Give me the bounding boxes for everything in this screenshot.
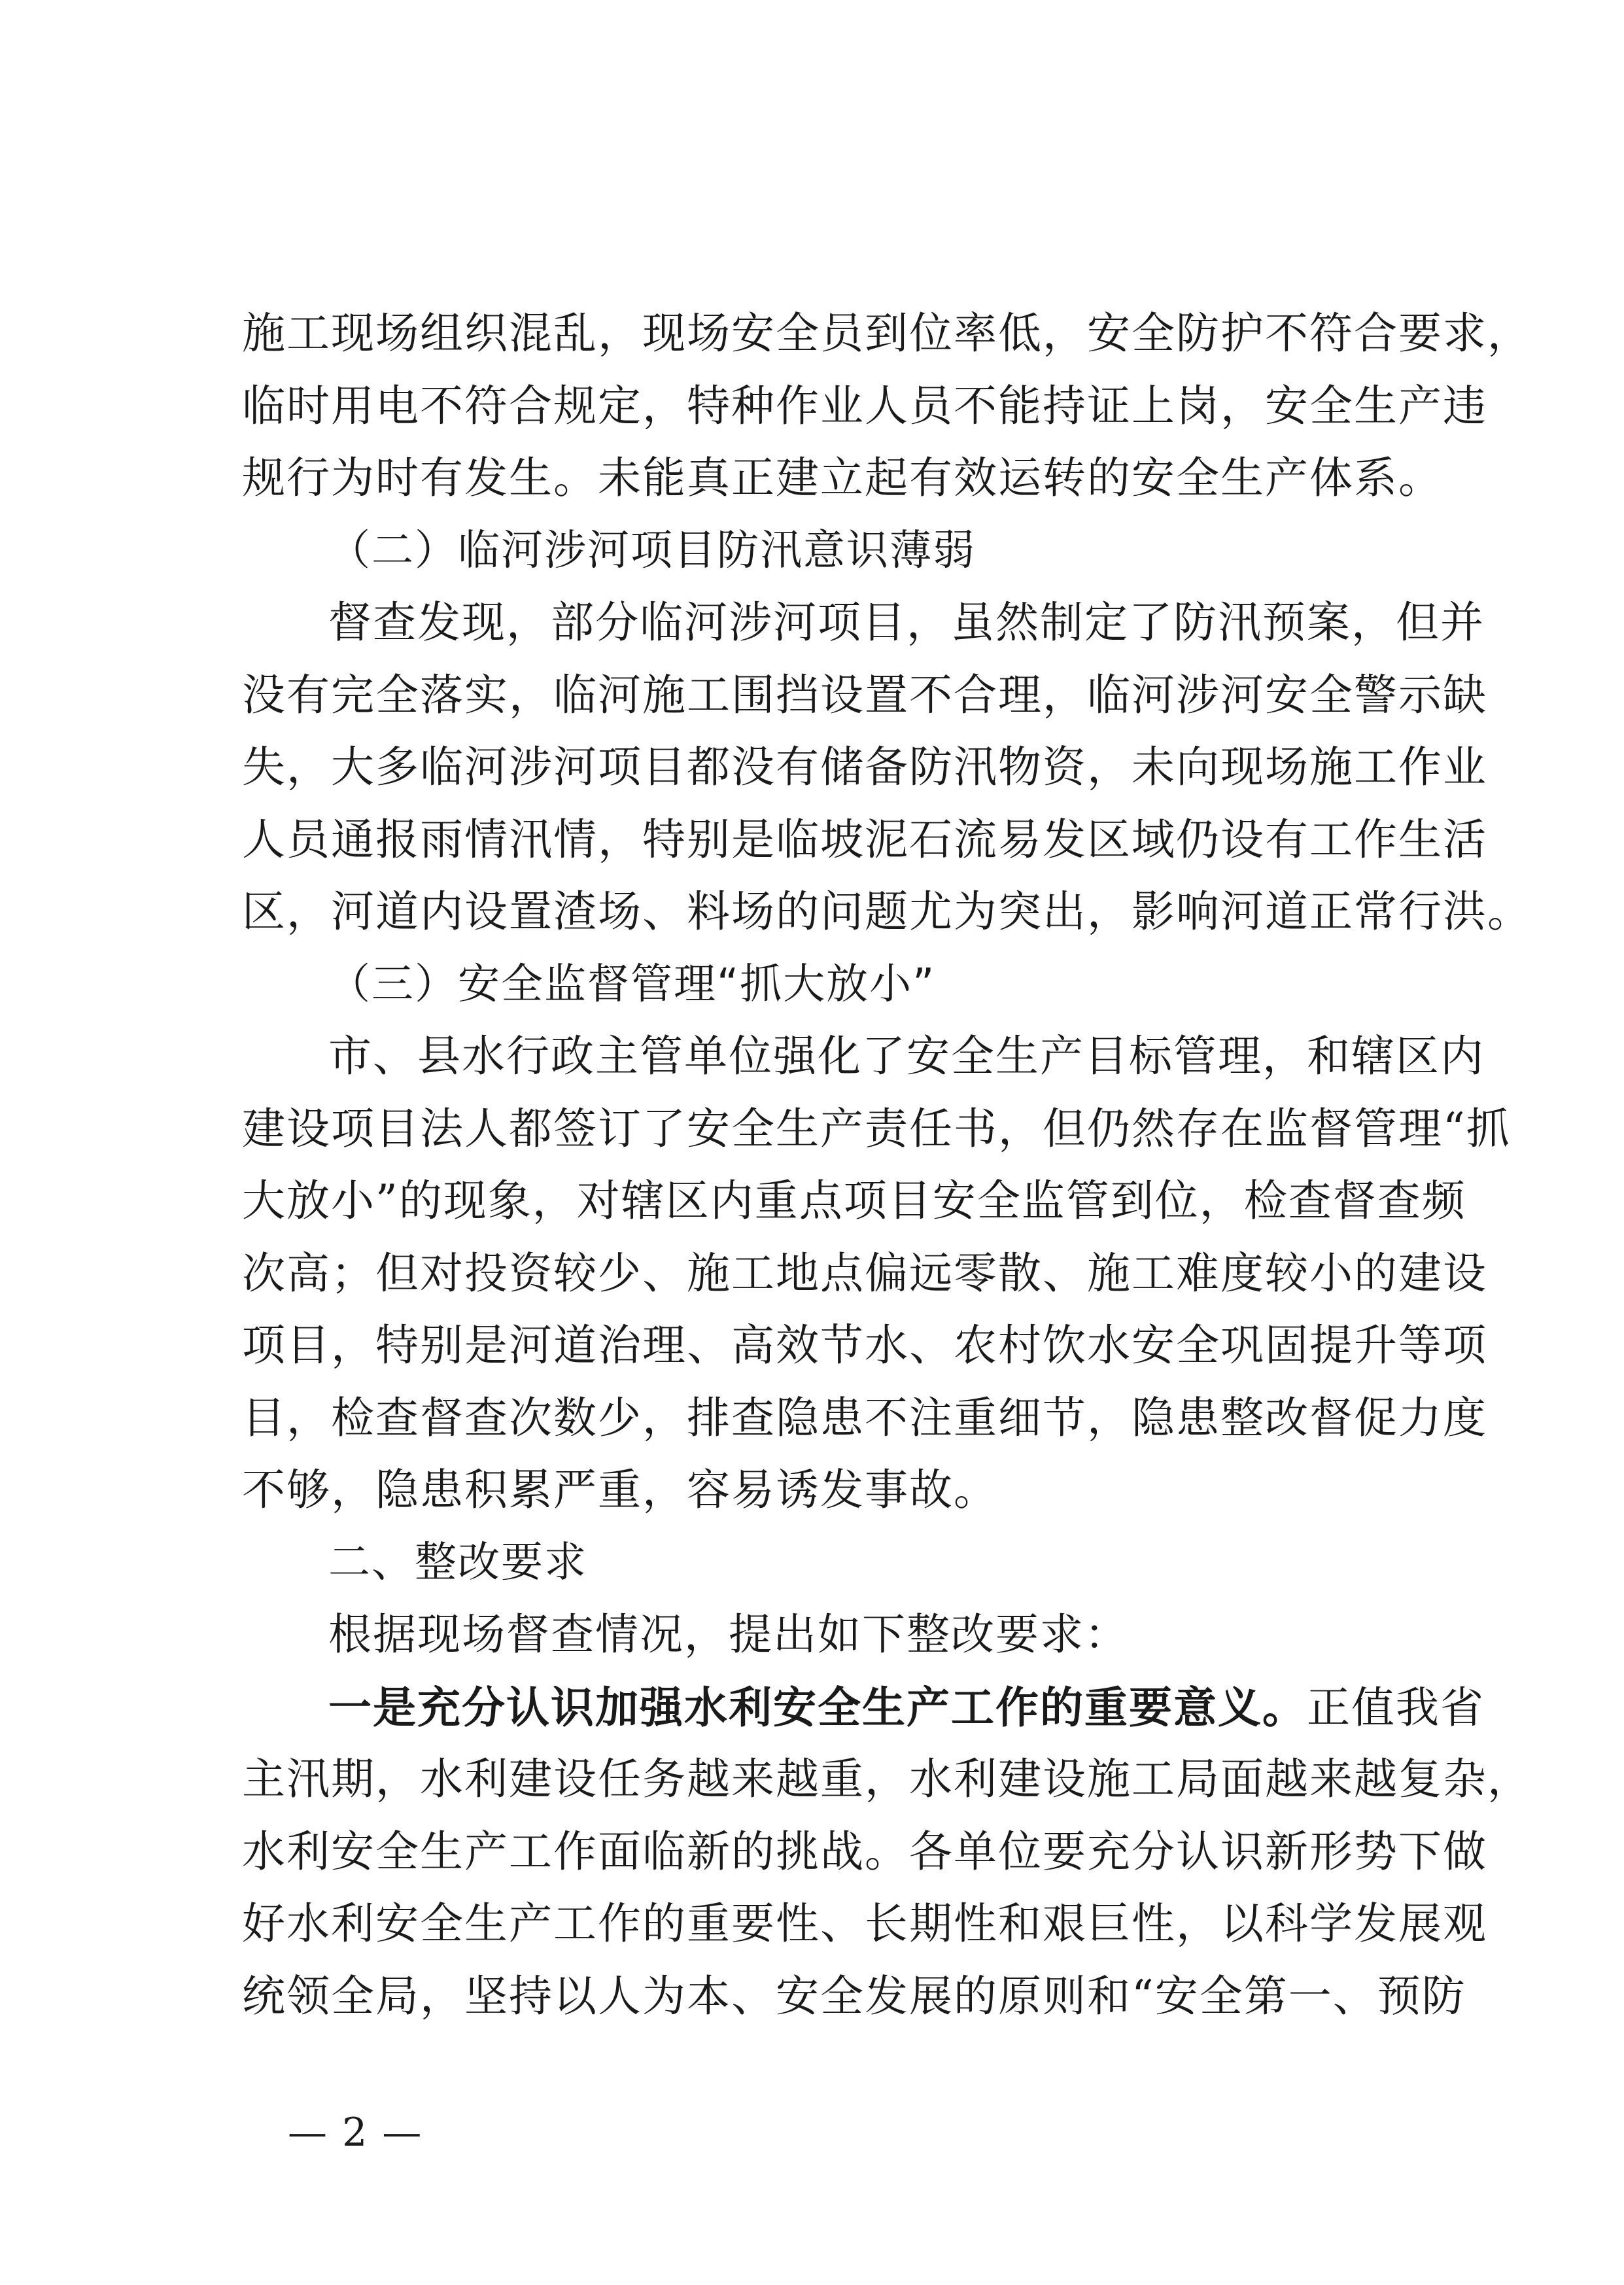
body-line: 建设项目法人都签订了安全生产责任书，但仍然存在监督管理“抓 [242, 1103, 1511, 1154]
body-line: 人员通报雨情汛情，特别是临坡泥石流易发区域仍设有工作生活 [242, 814, 1487, 865]
body-line-with-bold-lead [242, 1671, 1485, 1744]
body-line: 大放小”的现象，对辖区内重点项目安全监管到位，检查督查频 [242, 1176, 1466, 1226]
body-line: 不够，隐患积累严重，容易诱发事故。 [242, 1465, 998, 1515]
body-line: 根据现场督查情况，提出如下整改要求： [328, 1609, 1129, 1660]
body-line: 好水利安全生产工作的重要性、长期性和艰巨性，以科学发展观 [242, 1898, 1487, 1949]
body-line: 没有完全落实，临河施工围挡设置不合理，临河涉河安全警示缺 [242, 669, 1487, 720]
body-line: 主汛期，水利建设任务越来越重，水利建设施工局面越来越复杂， [242, 1754, 1532, 1804]
body-line: 临时用电不符合规定，特种作业人员不能持证上岗，安全生产违 [242, 380, 1487, 431]
body-line: 区，河道内设置渣场、料场的问题尤为突出，影响河道正常行洪。 [242, 886, 1532, 937]
body-line: 统领全局，坚持以人为本、安全发展的原则和“安全第一、预防 [242, 1970, 1466, 2021]
body-line: 次高；但对投资较少、施工地点偏远零散、施工难度较小的建设 [242, 1247, 1487, 1299]
body-line: 水利安全生产工作面临新的挑战。各单位要充分认识新形势下做 [242, 1826, 1487, 1877]
section-heading-2: （二）临河涉河项目防汛意识薄弱 [328, 526, 976, 575]
body-line: 项目，特别是河道治理、高效节水、农村饮水安全巩固提升等项 [242, 1320, 1487, 1370]
body-line: 失，大多临河涉河项目都没有储备防汛物资，未向现场施工作业 [242, 742, 1487, 792]
page-number: — 2 — [288, 2110, 423, 2155]
section-heading-rectification: 二、整改要求 [328, 1538, 587, 1587]
body-line: 目，检查督查次数少，排查隐患不注重细节，隐患整改督促力度 [242, 1392, 1487, 1443]
section-heading-3: （三）安全监督管理“抓大放小” [328, 960, 936, 1009]
body-text: 正值我省 [1307, 1682, 1485, 1733]
bold-lead: 一是充分认识加强水利安全生产工作的重要意义。 [328, 1681, 1307, 1733]
body-line: 施工现场组织混乱，现场安全员到位率低，安全防护不符合要求， [242, 308, 1532, 358]
body-line: 市、县水行政主管单位强化了安全生产目标管理，和辖区内 [328, 1031, 1485, 1081]
body-line: 督查发现，部分临河涉河项目，虽然制定了防汛预案，但并 [328, 597, 1485, 648]
body-line: 规行为时有发生。未能真正建立起有效运转的安全生产体系。 [242, 453, 1443, 503]
document-body [242, 298, 1532, 2032]
